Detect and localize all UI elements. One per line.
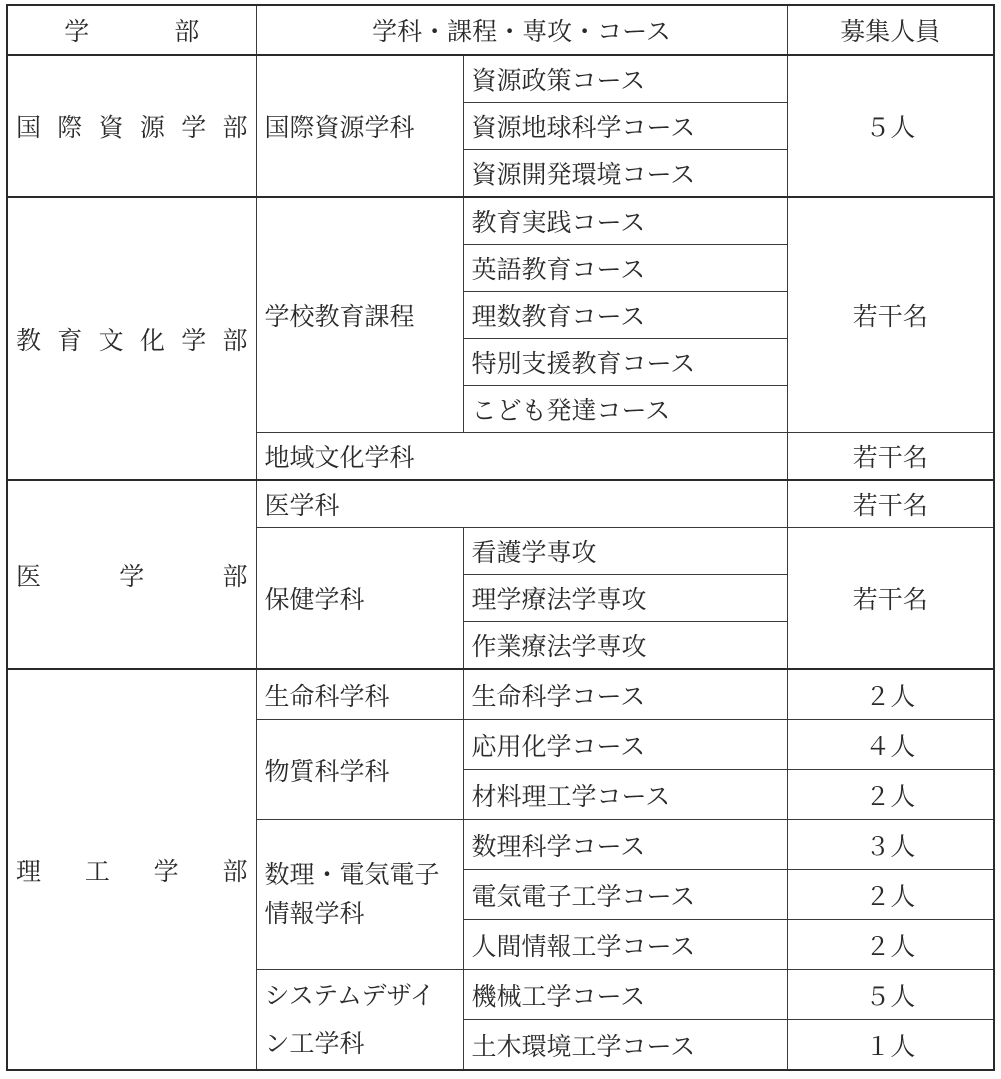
quota-value: 若干名 — [787, 433, 994, 481]
faculty-name: 国際資源学部 — [7, 55, 256, 197]
quota-value: ２人 — [787, 920, 994, 970]
course-name: 英語教育コース — [463, 245, 787, 292]
department-name: システムデザイン工学科 — [256, 970, 463, 1071]
course-name: 資源地球科学コース — [463, 103, 787, 150]
course-name: 数理科学コース — [463, 820, 787, 870]
department-name: 保健学科 — [256, 528, 463, 670]
course-name: 理数教育コース — [463, 292, 787, 339]
course-name: 資源政策コース — [463, 55, 787, 103]
quota-value: 若干名 — [787, 480, 994, 528]
course-name: 教育実践コース — [463, 197, 787, 245]
department-name: 医学科 — [256, 480, 787, 528]
course-name: 土木環境工学コース — [463, 1020, 787, 1071]
quota-value: ２人 — [787, 770, 994, 820]
faculty-group-med — [7, 480, 994, 669]
header-department: 学科・課程・専攻・コース — [256, 5, 787, 55]
table-row — [7, 55, 994, 103]
faculty-name: 理工学部 — [7, 669, 256, 1070]
course-name: 応用化学コース — [463, 720, 787, 770]
department-name: 学校教育課程 — [256, 197, 463, 433]
department-name: 国際資源学科 — [256, 55, 463, 197]
table-row — [7, 480, 994, 528]
faculty-name: 医学部 — [7, 480, 256, 669]
course-name: 作業療法学専攻 — [463, 622, 787, 670]
course-name: こども発達コース — [463, 386, 787, 433]
quota-value: 若干名 — [787, 528, 994, 670]
department-name: 地域文化学科 — [256, 433, 787, 481]
course-name: 人間情報工学コース — [463, 920, 787, 970]
quota-value: ２人 — [787, 669, 994, 720]
faculty-group-edu — [7, 197, 994, 480]
quota-value: １人 — [787, 1020, 994, 1071]
table-row — [7, 669, 994, 720]
quota-value: ２人 — [787, 870, 994, 920]
course-name: 看護学専攻 — [463, 528, 787, 575]
header-faculty: 学 部 — [7, 5, 256, 55]
quota-value: ４人 — [787, 720, 994, 770]
course-name: 機械工学コース — [463, 970, 787, 1020]
course-name: 理学療法学専攻 — [463, 575, 787, 622]
header-quota: 募集人員 — [787, 5, 994, 55]
course-name: 資源開発環境コース — [463, 150, 787, 198]
department-name: 生命科学科 — [256, 669, 463, 720]
admissions-quota-table — [6, 4, 995, 1071]
quota-value: ５人 — [787, 55, 994, 197]
department-name: 数理・電気電子情報学科 — [256, 820, 463, 970]
faculty-group-intl — [7, 55, 994, 197]
quota-value: ３人 — [787, 820, 994, 870]
course-name: 生命科学コース — [463, 669, 787, 720]
course-name: 材料理工学コース — [463, 770, 787, 820]
faculty-group-sci — [7, 669, 994, 1070]
table-row — [7, 197, 994, 245]
course-name: 特別支援教育コース — [463, 339, 787, 386]
department-name: 物質科学科 — [256, 720, 463, 820]
header-row — [7, 5, 994, 55]
course-name: 電気電子工学コース — [463, 870, 787, 920]
faculty-name: 教育文化学部 — [7, 197, 256, 480]
quota-value: 若干名 — [787, 197, 994, 433]
quota-value: ５人 — [787, 970, 994, 1020]
